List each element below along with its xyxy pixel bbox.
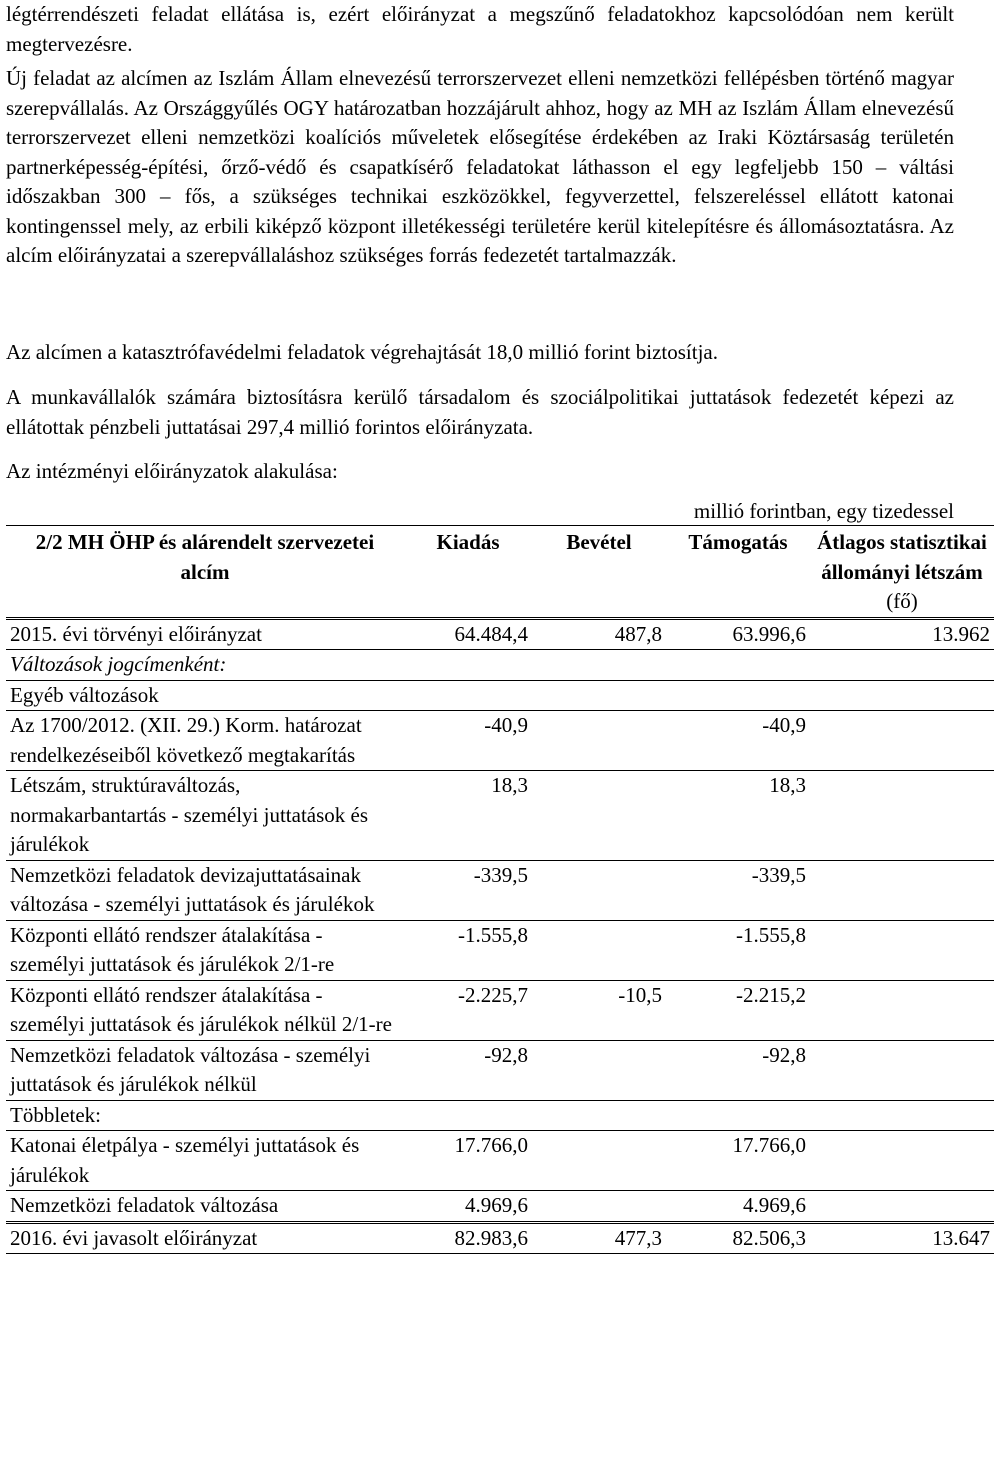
table-row [6, 860, 994, 920]
row-bevetel [532, 1040, 666, 1100]
table-row [6, 1040, 994, 1100]
row-letszam [810, 711, 994, 771]
row-bevetel [532, 711, 666, 771]
row-2015-label: 2015. évi törvényi előirányzat [10, 621, 262, 646]
row-label: Nemzetközi feladatok változása [10, 1193, 279, 1217]
row-2015-bevetel: 487,8 [614, 621, 662, 646]
row-label: Nemzetközi feladatok devizajuttatásainak változása - személyi juttatások és járulékok [10, 862, 375, 916]
row-letszam [810, 980, 994, 1040]
row-kiadas: -1.555,8 [458, 922, 528, 947]
row-tamogatas: 18,3 [769, 773, 806, 797]
row-letszam [810, 860, 994, 920]
row-2016-letszam: 13.647 [932, 1225, 990, 1250]
row-2015-tamogatas: 63.996,6 [732, 621, 806, 646]
row-bevetel [532, 1191, 666, 1223]
row-bevetel: -10,5 [618, 982, 662, 1007]
row-label: Nemzetközi feladatok változása - személyi juttatások és járulékok nélkül [10, 1042, 371, 1096]
other-changes-row [6, 680, 994, 711]
row-kiadas: -2.225,7 [458, 982, 528, 1007]
row-tamogatas: -1.555,8 [736, 922, 806, 947]
row-letszam [810, 771, 994, 861]
budget-table [6, 525, 994, 1254]
table-row [6, 711, 994, 771]
row-2015-letszam: 13.962 [932, 621, 990, 646]
row-bevetel [532, 920, 666, 980]
row-kiadas: -339,5 [473, 862, 528, 887]
row-kiadas: -40,9 [484, 713, 528, 737]
row-label: Létszám, struktúraváltozás, normakarbantartás - személyi juttatások és járulékok [10, 773, 369, 856]
paragraph-3: Az alcímen a katasztrófavédelmi feladatok végrehajtását 18,0 millió forint biztosítja. [6, 340, 718, 364]
row-kiadas: 4.969,6 [465, 1193, 528, 1217]
row-bevetel [532, 771, 666, 861]
header-tamogatas: Támogatás [688, 530, 788, 554]
paragraph-4: A munkavállalók számára biztosításra kerülő társadalom és szociálpolitikai juttatások fedezetét képezi az ellátottak pénzbeli juttatásai 297,4 millió forintos előirányzata. [6, 385, 954, 439]
table-header-row [6, 526, 994, 619]
row-label: Központi ellátó rendszer átalakítása - személyi juttatások és járulékok nélkül 2/1-re [10, 982, 392, 1036]
row-letszam [810, 920, 994, 980]
surplus-label-row [6, 1100, 994, 1131]
table-row [6, 1191, 994, 1223]
header-col-title: 2/2 MH ÖHP és alárendelt szervezetei alcím [35, 530, 375, 584]
row-label: Katonai életpálya - személyi juttatások és járulékok [10, 1133, 360, 1187]
header-kiadas: Kiadás [436, 530, 500, 554]
row-letszam [810, 1191, 994, 1223]
table-row [6, 920, 994, 980]
changes-label-row [6, 650, 994, 681]
row-kiadas: -92,8 [484, 1042, 528, 1067]
paragraph-5: Az intézményi előirányzatok alakulása: [6, 459, 338, 483]
row-tamogatas: 4.969,6 [743, 1193, 806, 1217]
other-changes-label: Egyéb változások [10, 682, 159, 707]
row-letszam [810, 1131, 994, 1191]
unit-note: millió forintban, egy tizedessel [693, 499, 954, 523]
row-2016-tamogatas: 82.506,3 [732, 1225, 806, 1250]
paragraph-1: légtérrendészeti feladat ellátása is, ezért előirányzat a megszűnő feladatokhoz kapcsolódóan nem került megtervezésre. [6, 2, 954, 56]
header-letszam [810, 526, 994, 619]
row-2016-label: 2016. évi javasolt előirányzat [10, 1225, 258, 1250]
header-bevetel: Bevétel [566, 530, 632, 554]
row-2015 [6, 618, 994, 650]
row-tamogatas: -92,8 [762, 1042, 806, 1067]
table-row [6, 1131, 994, 1191]
row-tamogatas: -339,5 [751, 862, 806, 887]
paragraph-2: Új feladat az alcímen az Iszlám Állam elnevezésű terrorszervezet elleni nemzetközi fellépésben történő magyar szerepvállalás. Az Országgyűlés OGY határozatban hozzájárult ahhoz, hogy az MH az Iszlám Állam elnevezésű terrorszervezet elleni nemzetközi koalíciós műveletek elősegítése érdekében az Iraki Köztársaság területén partnerképesség-építési, őrző-védő és csapatkísérő feladatokat láthasson el egy legfeljebb 150 – váltási időszakban 300 – fős, a szükséges technikai eszközökkel, fegyverzettel, felszereléssel ellátott katonai kontingenssel mely, az erbili kiképző központ illetékességi területére kerül kitelepítésre és állomásoztatásra. Az alcím előirányzatai a szerepvállaláshoz szükséges forrás fedezetét tartalmazzák. [6, 66, 954, 267]
row-label: Központi ellátó rendszer átalakítása - személyi juttatások és járulékok 2/1-re [10, 922, 335, 976]
row-kiadas: 18,3 [491, 773, 528, 797]
table-row [6, 980, 994, 1040]
row-tamogatas: -2.215,2 [736, 982, 806, 1007]
surplus-label: Többletek: [10, 1102, 101, 1127]
changes-label: Változások jogcímenként: [10, 652, 227, 676]
header-letszam-unit: (fő) [886, 589, 918, 613]
row-2016-bevetel: 477,3 [614, 1225, 662, 1250]
row-kiadas: 17.766,0 [454, 1133, 528, 1157]
row-bevetel [532, 1131, 666, 1191]
row-bevetel [532, 860, 666, 920]
table-row [6, 771, 994, 861]
row-2016-kiadas: 82.983,6 [454, 1225, 528, 1250]
row-tamogatas: -40,9 [762, 713, 806, 737]
header-letszam-label: Átlagos statisztikai állományi létszám [817, 530, 987, 584]
row-tamogatas: 17.766,0 [732, 1133, 806, 1157]
row-2015-kiadas: 64.484,4 [454, 621, 528, 646]
row-label: Az 1700/2012. (XII. 29.) Korm. határozat rendelkezéseiből következő megtakarítás [10, 713, 362, 767]
row-2016 [6, 1222, 994, 1254]
row-letszam [810, 1040, 994, 1100]
